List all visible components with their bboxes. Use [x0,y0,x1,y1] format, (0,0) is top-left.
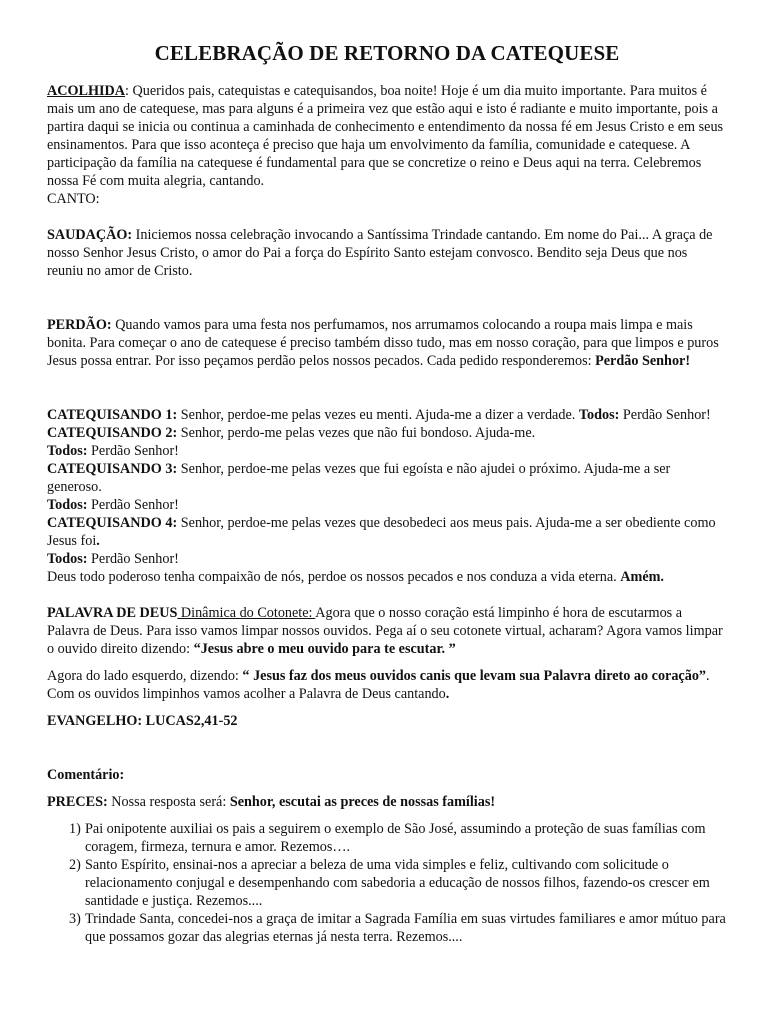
catequisando-1-label: CATEQUISANDO 1: [47,407,178,423]
catequisando-3-text: Senhor, perdoe-me pelas vezes que fui egoísta e não ajudei o próximo. Ajuda-me a ser generoso. [47,461,671,495]
acolhida-paragraph [47,82,727,190]
saudacao-text: Iniciemos nossa celebração invocando a Santíssima Trindade cantando. Em nome do Pai... A graça de nosso Senhor Jesus Cristo, o amor do Pai a força do Espírito Santo estejam convosco. Bendito seja Deus que nos reuniu no amor de Cristo. [47,227,713,279]
list-item-text: Trindade Santa, concedei-nos a graça de imitar a Sagrada Família em suas virtudes familiares e amor mútuo para que possamos gozar das alegrias eternas já nesta terra. Rezemos.... [85,911,726,945]
palavra-dinamica: Dinâmica do Cotonete: [177,605,316,621]
catequisando-1-todos: Todos: [578,407,620,423]
catequisando-1 [47,406,727,424]
palavra-text-2: Agora do lado esquerdo, dizendo: [47,668,243,684]
catequisando-4-todos: Todos: [47,551,88,567]
catequisando-1-response: Perdão Senhor! [619,407,711,423]
list-item [47,856,727,910]
acolhida-text: : Queridos pais, catequistas e catequisandos, boa noite! Hoje é um dia muito importante. Para muitos é mais um ano de catequese, mas para alguns é a primeira vez que estão aqui e isto é radiante e muito importante, pois a partira daqui se inicia ou continua a caminhada de conhecimento e entendimento da nossa fé em Jesus Cristo e em seus ensinamentos. Para que isso aconteça é preciso que haja um envolvimento da família, comunidade e catequese. A participação da família na catequese é fundamental para que se concretize o reino e Deus aqui na terra. Celebremos nossa Fé com muita alegria, cantando. [47,83,724,189]
list-item-number: 1) [69,821,81,837]
palavra-paragraph [47,604,727,658]
list-item [47,820,727,856]
perdao-paragraph [47,316,727,370]
absolution-line [47,568,727,586]
catequisando-4-response: Perdão Senhor! [87,551,179,567]
canto-line: CANTO: [47,191,100,207]
catequisando-4-response-line [47,550,727,568]
document-title: CELEBRAÇÃO DE RETORNO DA CATEQUESE [154,41,620,65]
list-item-text: Pai onipotente auxiliai os pais a seguirem o exemplo de São José, assumindo a proteção de suas famílias com coragem, firmeza, ternura e amor. Rezemos…. [85,821,706,855]
list-item-number: 3) [69,911,81,927]
absolution-amen: Amém. [620,569,664,585]
catequisando-4-label: CATEQUISANDO 4: [47,515,178,531]
catequisando-3-response-line [47,496,727,514]
saudacao-label: SAUDAÇÃO: [47,227,133,243]
absolution-text: Deus todo poderoso tenha compaixão de nós, perdoe os nossos pecados e nos conduza a vida eterna. [47,569,621,585]
list-item-text: Santo Espírito, ensinai-nos a apreciar a beleza de uma vida simples e feliz, cultivando com solicitude o relacionamento conjugal e desempenhando com sabedoria a educação de nossos filhos, fazendo-os crescer em santidade e justiça. Rezemos.... [85,857,710,909]
palavra-period: . [445,686,450,702]
saudacao-paragraph [47,226,727,280]
palavra-quote-right-ear: “Jesus abre o meu ouvido para te escutar. ” [193,641,456,657]
catequisando-2-response-line [47,442,727,460]
perdao-response: Perdão Senhor! [595,353,691,369]
palavra-text: Agora que o nosso coração está limpinho é hora de escutarmos a Palavra de Deus. Para isso vamos limpar nossos ouvidos. Pega aí o seu cotonete virtual, acharam? Agora vamos limpar o ouvido direito dizendo: [47,605,723,657]
catequisando-3 [47,460,727,496]
catequisando-4-period: . [96,533,100,549]
catequisando-2-todos: Todos: [47,443,88,459]
catequisando-4 [47,514,727,550]
catequisando-2-response: Perdão Senhor! [87,443,179,459]
preces-text: Nossa resposta será: [107,794,230,810]
comentario-heading: Comentário: [47,767,125,783]
palavra-text-3: . Com os ouvidos limpinhos vamos acolher a Palavra de Deus cantando [47,668,710,702]
preces-response: Senhor, escutai as preces de nossas famílias! [229,794,496,810]
acolhida-label: ACOLHIDA [47,83,126,99]
catequisando-3-response: Perdão Senhor! [87,497,179,513]
catequisando-2-label: CATEQUISANDO 2: [47,425,178,441]
catequisando-2-text: Senhor, perdo-me pelas vezes que não fui bondoso. Ajuda-me. [177,425,536,441]
catequisando-2 [47,424,727,442]
perdao-label: PERDÃO: [47,317,112,333]
palavra-quote-left-ear: “ Jesus faz dos meus ouvidos canis que levam sua Palavra direto ao coração” [242,668,707,684]
evangelho-heading: EVANGELHO: LUCAS2,41-52 [47,713,238,729]
document-page [47,40,727,946]
catequisando-4-text: Senhor, perdoe-me pelas vezes que desobedeci aos meus pais. Ajuda-me a ser obediente como Jesus foi [47,515,716,549]
list-item [47,910,727,946]
palavra-left-ear-paragraph [47,667,727,703]
perdao-text: Quando vamos para uma festa nos perfumamos, nos arrumamos colocando a roupa mais limpa e mais bonita. Para começar o ano de catequese é preciso também disso tudo, mas em nosso coração, para que limpos e puros Jesus possa entrar. Por isso peçamos perdão pelos nossos pecados. Cada pedido responderemos: [47,317,719,369]
list-item-number: 2) [69,857,81,873]
catequisando-1-text: Senhor, perdoe-me pelas vezes eu menti. Ajuda-me a dizer a verdade. [177,407,579,423]
palavra-label: PALAVRA DE DEUS [47,605,178,621]
preces-list [47,820,727,946]
preces-label: PRECES: [47,794,108,810]
preces-paragraph [47,793,727,811]
catequisando-3-todos: Todos: [47,497,88,513]
catequisando-3-label: CATEQUISANDO 3: [47,461,178,477]
